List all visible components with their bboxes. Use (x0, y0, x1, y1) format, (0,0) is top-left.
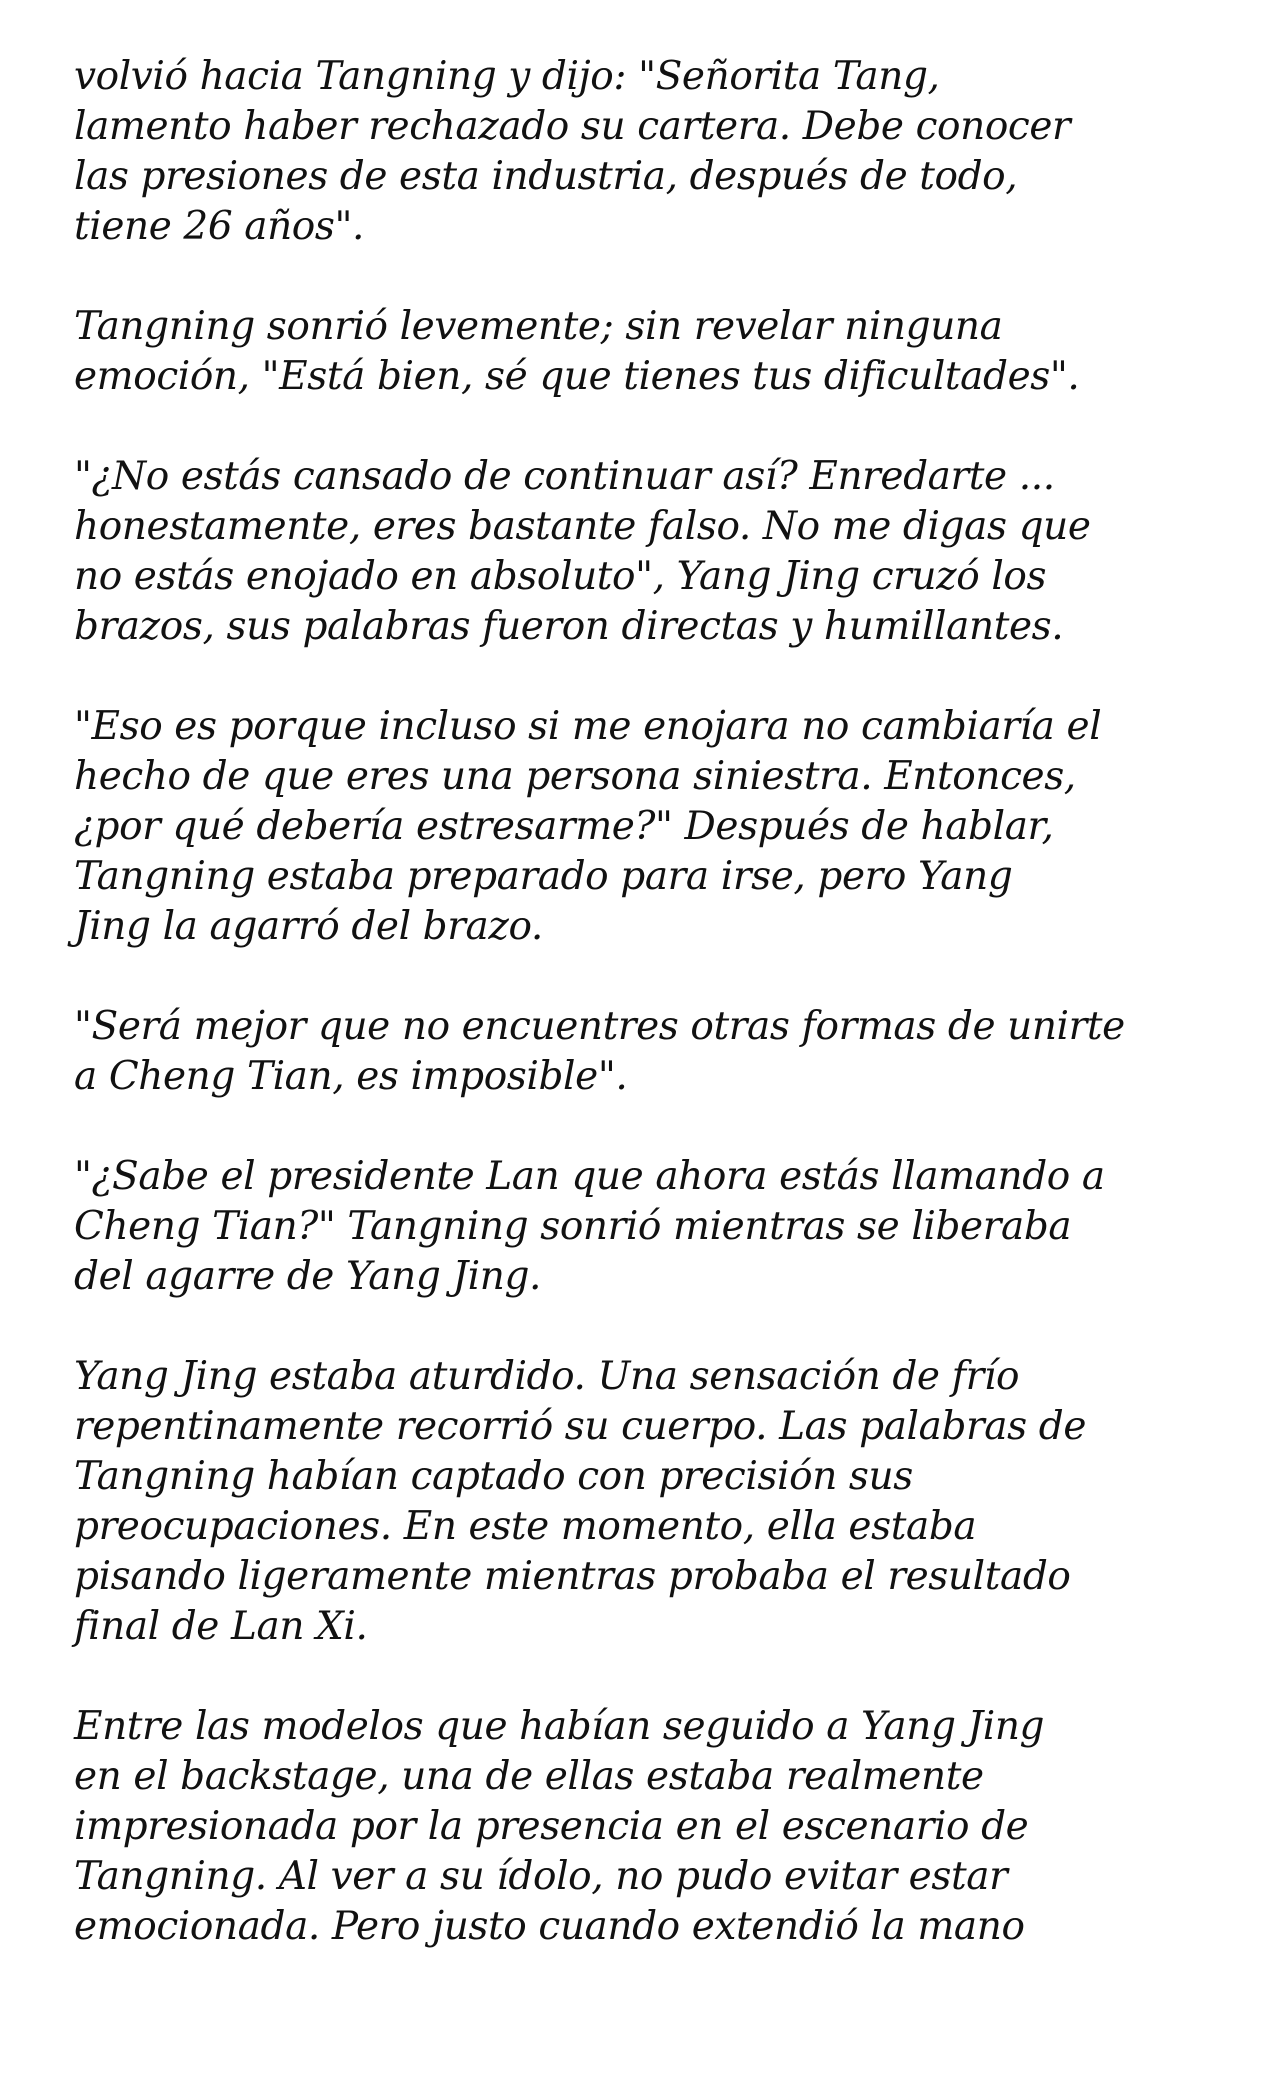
text-line: emoción, "Está bien, sé que tienes tus dificultades". (74, 354, 1080, 399)
text-line: Cheng Tian?" Tangning sonrió mientras se liberaba (74, 1204, 1072, 1249)
text-line: preocupaciones. En este momento, ella estaba (74, 1504, 977, 1549)
text-line: Tangning habían captado con precisión sus (74, 1454, 913, 1499)
paragraph-5 (74, 1002, 1234, 1102)
text-line: lamento haber rechazado su cartera. Debe conocer (74, 104, 1071, 149)
document-page (74, 52, 1234, 2002)
text-line: no estás enojado en absoluto", Yang Jing cruzó los (74, 554, 1047, 599)
text-line: "Eso es porque incluso si me enojara no cambiaría el (74, 704, 1102, 749)
paragraph-8 (74, 1702, 1234, 1952)
text-line: "Será mejor que no encuentres otras formas de unirte (74, 1004, 1125, 1049)
text-line: del agarre de Yang Jing. (74, 1254, 542, 1299)
text-line: pisando ligeramente mientras probaba el resultado (74, 1554, 1071, 1599)
text-line: en el backstage, una de ellas estaba realmente (74, 1754, 984, 1799)
paragraph-6 (74, 1152, 1234, 1302)
paragraph-4 (74, 702, 1234, 952)
text-line: ¿por qué debería estresarme?" Después de hablar, (74, 804, 1054, 849)
text-line: tiene 26 años". (74, 204, 365, 249)
text-line: Tangning estaba preparado para irse, pero Yang (74, 854, 1013, 899)
paragraph-2 (74, 302, 1234, 402)
text-line: Tangning. Al ver a su ídolo, no pudo evitar estar (74, 1854, 1008, 1899)
paragraph-3 (74, 452, 1234, 652)
text-line: "¿Sabe el presidente Lan que ahora estás llamando a (74, 1154, 1105, 1199)
text-line: las presiones de esta industria, después de todo, (74, 154, 1018, 199)
text-line: repentinamente recorrió su cuerpo. Las palabras de (74, 1404, 1086, 1449)
text-line: emocionada. Pero justo cuando extendió la mano (74, 1904, 1025, 1949)
text-line: Yang Jing estaba aturdido. Una sensación de frío (74, 1354, 1020, 1399)
text-line: a Cheng Tian, es imposible". (74, 1054, 628, 1099)
text-line: Entre las modelos que habían seguido a Yang Jing (74, 1704, 1045, 1749)
text-line: brazos, sus palabras fueron directas y humillantes. (74, 604, 1064, 649)
text-line: final de Lan Xi. (74, 1604, 368, 1649)
text-line: volvió hacia Tangning y dijo: "Señorita Tang, (74, 54, 940, 99)
text-line: impresionada por la presencia en el escenario de (74, 1804, 1029, 1849)
text-line: hecho de que eres una persona siniestra. Entonces, (74, 754, 1076, 799)
text-line: "¿No estás cansado de continuar así? Enredarte ... (74, 454, 1055, 499)
paragraph-1 (74, 52, 1234, 252)
text-line: honestamente, eres bastante falso. No me digas que (74, 504, 1091, 549)
paragraph-7 (74, 1352, 1234, 1652)
text-line: Jing la agarró del brazo. (74, 904, 543, 949)
text-line: Tangning sonrió levemente; sin revelar ninguna (74, 304, 1003, 349)
